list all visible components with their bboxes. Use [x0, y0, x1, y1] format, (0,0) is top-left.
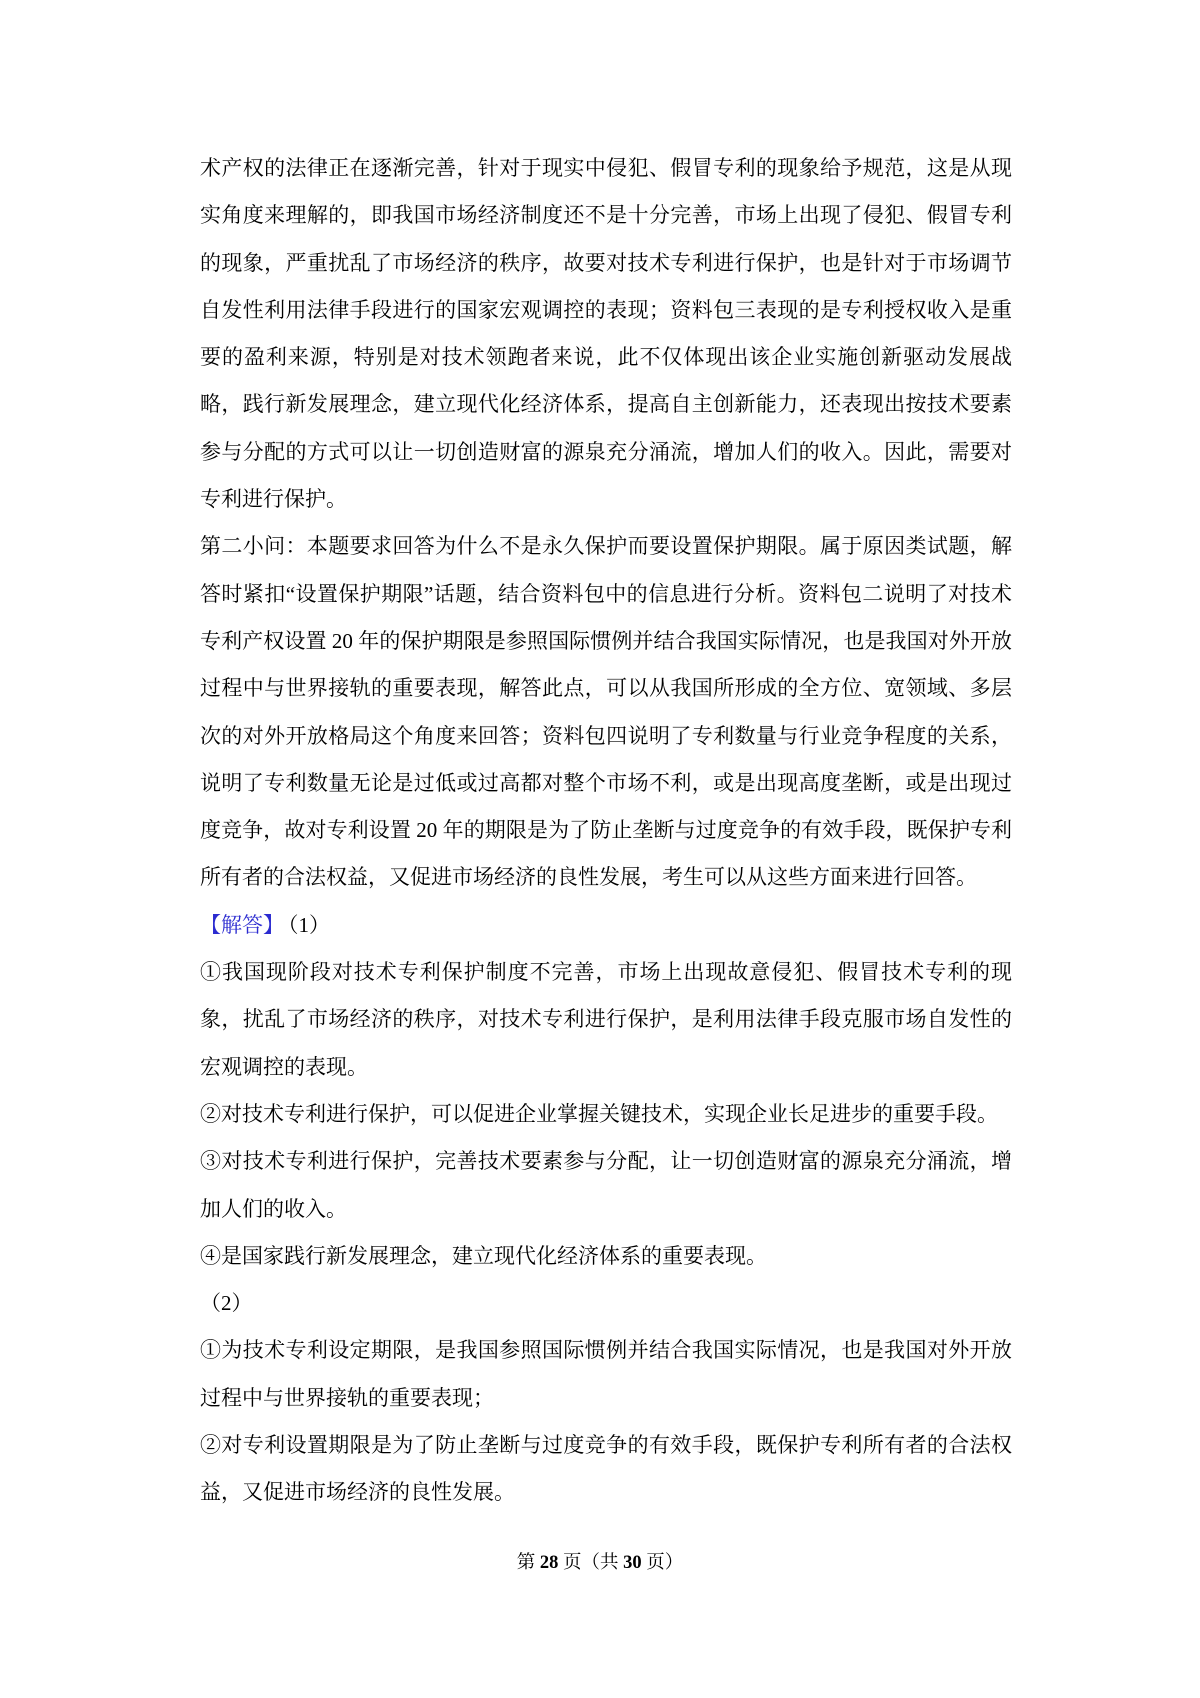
- answer-part2-item-1: ①为技术专利设定期限，是我国参照国际惯例并结合我国实际情况，也是我国对外开放过程中与世界接轨的重要表现；: [200, 1338, 1012, 1410]
- answer-part1-item-4: ④是国家践行新发展理念，建立现代化经济体系的重要表现。: [200, 1243, 767, 1268]
- answer-part1-number: （1）: [288, 912, 330, 937]
- footer-text-middle: 页（共: [558, 1553, 624, 1573]
- answer-part2-number: （2）: [200, 1291, 253, 1316]
- answer-heading: [200, 902, 1012, 949]
- footer-text-prefix: 第: [516, 1553, 540, 1573]
- answer-part1-item-1: ①我国现阶段对技术专利保护制度不完善，市场上出现故意侵犯、假冒技术专利的现象，扰乱了市场经济的秩序，对技术专利进行保护，是利用法律手段克服市场自发性的宏观调控的表现。: [200, 960, 1012, 1079]
- analysis-paragraph-1: 术产权的法律正在逐渐完善，针对于现实中侵犯、假冒专利的现象给予规范，这是从现实角度来理解的，即我国市场经济制度还不是十分完善，市场上出现了侵犯、假冒专利的现象，严重扰乱了市场经济的秩序，故要对技术专利进行保护，也是针对于市场调节自发性利用法律手段进行的国家宏观调控的表现；资料包三表现的是专利授权收入是重要的盈利来源，特别是对技术领跑者来说，此不仅体现出该企业实施创新驱动发展战略，践行新发展理念，建立现代化经济体系，提高自主创新能力，还表现出按技术要素参与分配的方式可以让一切创造财富的源泉充分涌流，增加人们的收入。因此，需要对专利进行保护。: [200, 156, 1012, 512]
- answer-part2-item-2: ②对专利设置期限是为了防止垄断与过度竞争的有效手段，既保护专利所有者的合法权益，又促进市场经济的良性发展。: [200, 1433, 1012, 1505]
- answer-part1-item-3: ③对技术专利进行保护，完善技术要素参与分配，让一切创造财富的源泉充分涌流，增加人们的收入。: [200, 1149, 1012, 1221]
- page-number: 28: [539, 1553, 559, 1573]
- footer-text-suffix: 页）: [641, 1553, 684, 1573]
- answer-label: 【解答】: [200, 912, 284, 937]
- total-pages: 30: [623, 1553, 642, 1573]
- page-footer: [0, 1548, 1200, 1574]
- answer-part1-item-2: ②对技术专利进行保护，可以促进企业掌握关键技术，实现企业长足进步的重要手段。: [200, 1101, 998, 1126]
- analysis-paragraph-2: 第二小问：本题要求回答为什么不是永久保护而要设置保护期限。属于原因类试题，解答时紧扣“设置保护期限”话题，结合资料包中的信息进行分析。资料包二说明了对技术专利产权设置 20 年的保护期限是参照国际惯例并结合我国实际情况，也是我国对外开放过程中与世界接轨的重要表现，解答此点，可以从我国所形成的全方位、宽领域、多层次的对外开放格局这个角度来回答；资料包四说明了专利数量与行业竞争程度的关系，说明了专利数量无论是过低或过高都对整个市场不利，或是出现高度垄断，或是出现过度竞争，故对专利设置 20 年的期限是为了防止垄断与过度竞争的有效手段，既保护专利所有者的合法权益，又促进市场经济的良性发展，考生可以从这些方面来进行回答。: [200, 534, 1012, 890]
- document-body: [200, 145, 1012, 1517]
